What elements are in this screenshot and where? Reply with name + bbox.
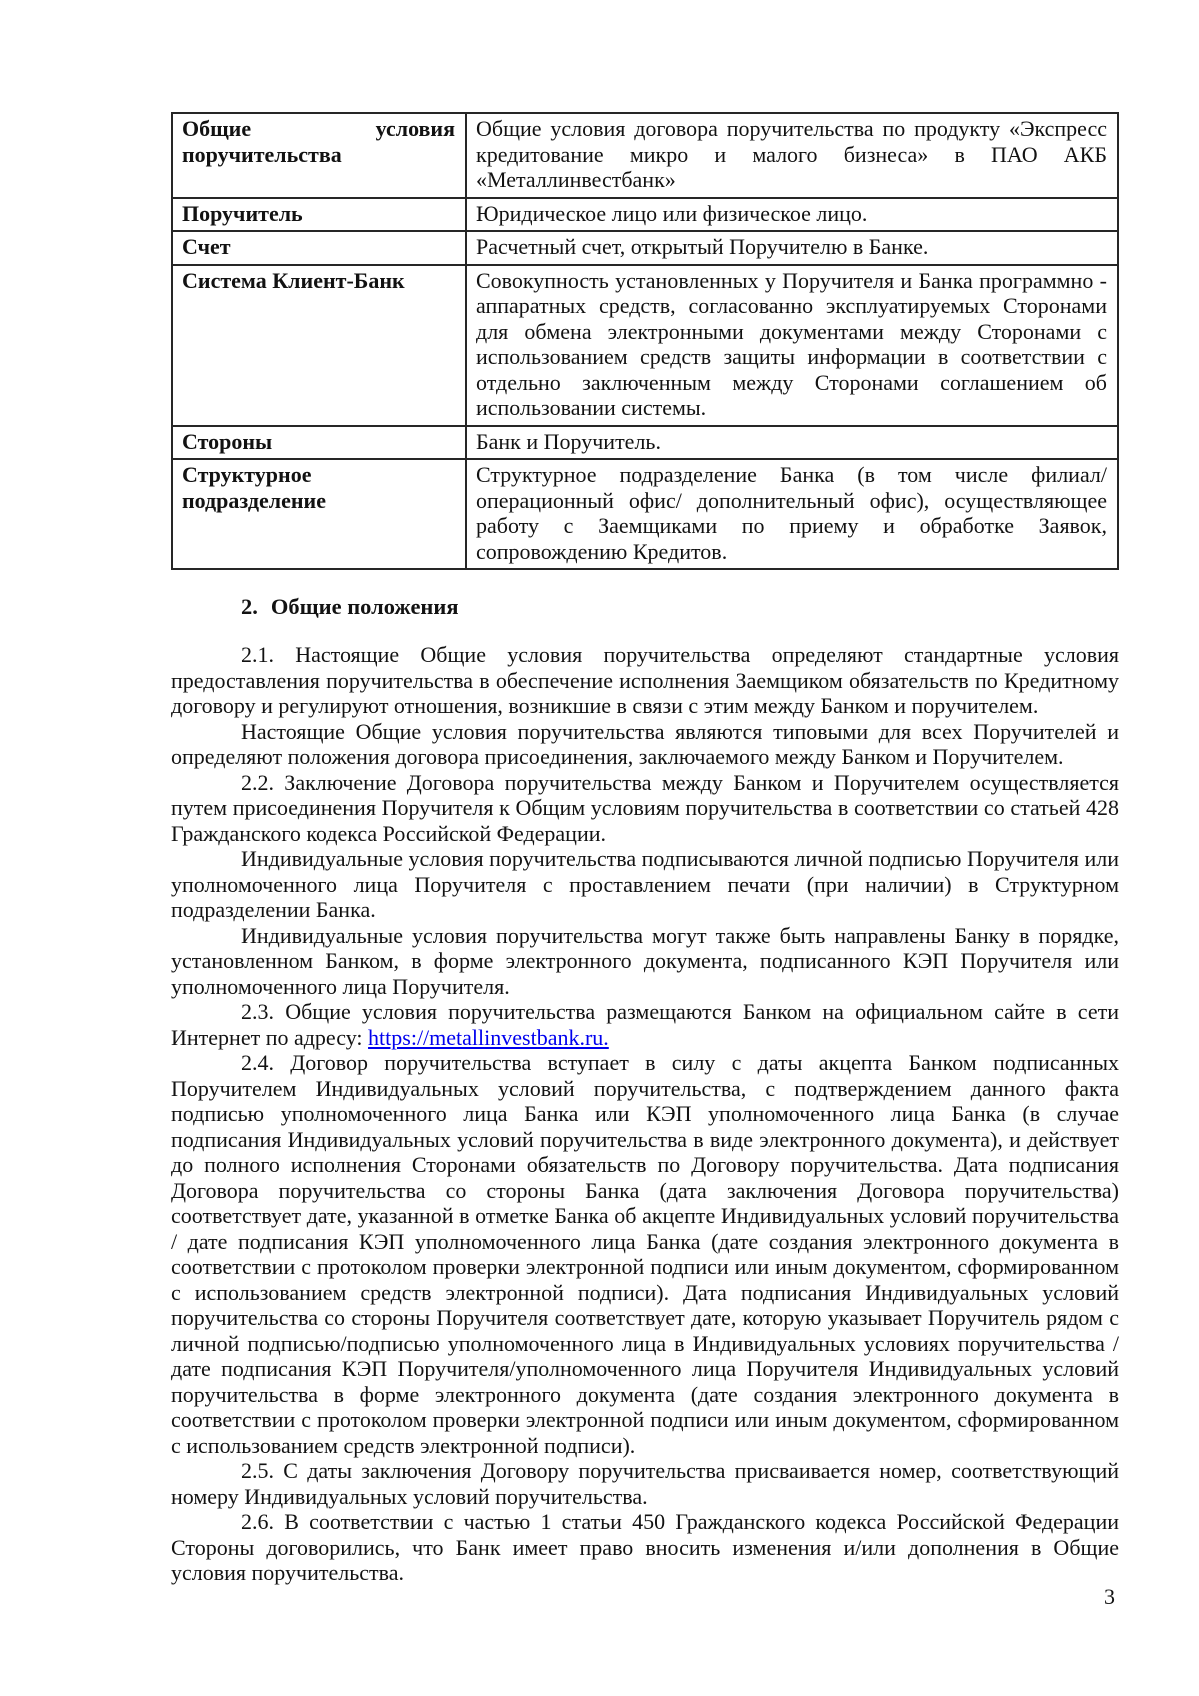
paragraph: Индивидуальные условия поручительства могут также быть направлены Банку в порядке, установленном Банком, в форме электронного документа, подписанного КЭП Поручителя или уполномоченного лица Поручителя. bbox=[171, 922, 1119, 999]
table-row bbox=[172, 198, 1118, 232]
paragraph-2-6: 2.6. В соответствии с частью 1 статьи 450 Гражданского кодекса Российской Федерации Стороны договорились, что Банк имеет право вносить изменения и/или дополнения в Общие условия поручительства. bbox=[171, 1509, 1119, 1585]
section-number: 2. bbox=[241, 594, 258, 619]
external-link[interactable]: https://metallinvestbank.ru. bbox=[368, 1024, 609, 1050]
term-cell: Поручитель bbox=[172, 198, 466, 232]
table-row bbox=[172, 459, 1118, 569]
paragraph-text: 2.3. Общие условия поручительства размещаются Банком на официальном сайте в сети Интернет по адресу: bbox=[171, 999, 1119, 1050]
section-heading bbox=[241, 594, 1119, 620]
paragraph-2-1: 2.1. Настоящие Общие условия поручительства определяют стандартные условия предоставления поручительства в обеспечение исполнения Заемщиком обязательств по Кредитному договору и регулируют отношения, возникшие в связи с этим между Банком и поручителем. bbox=[171, 642, 1119, 718]
definition-cell: Расчетный счет, открытый Поручителю в Банке. bbox=[466, 231, 1118, 265]
paragraph: Индивидуальные условия поручительства подписываются личной подписью Поручителя или уполномоченного лица Поручителя с проставлением печати (при наличии) в Структурном подразделении Банка. bbox=[171, 846, 1119, 922]
page-number: 3 bbox=[1104, 1584, 1115, 1609]
section-body bbox=[171, 642, 1119, 1586]
term-cell: Система Клиент-Банк bbox=[172, 265, 466, 426]
definition-cell: Общие условия договора поручительства по продукту «Экспресс кредитование микро и малого бизнеса» в ПАО АКБ «Металлинвестбанк» bbox=[466, 113, 1118, 198]
table-row bbox=[172, 231, 1118, 265]
table-row bbox=[172, 113, 1118, 198]
definitions-table bbox=[171, 112, 1119, 570]
definition-cell: Юридическое лицо или физическое лицо. bbox=[466, 198, 1118, 232]
term-cell: Стороны bbox=[172, 426, 466, 460]
definition-cell: Структурное подразделение Банка (в том числе филиал/операционный офис/ дополнительный офис), осуществляющее работу с Заемщиками по приему и обработке Заявок, сопровождению Кредитов. bbox=[466, 459, 1118, 569]
paragraph-2-3 bbox=[171, 999, 1119, 1050]
paragraph-2-4: 2.4. Договор поручительства вступает в силу с даты акцепта Банком подписанных Поручителем Индивидуальных условий поручительства, с подтверждением данного факта подписью уполномоченного лица Банка или КЭП уполномоченного лица Банка (в случае подписания Индивидуальных условий поручительства в виде электронного документа), и действует до полного исполнения Сторонами обязательств по Договору поручительства. Дата подписания Договора поручительства со стороны Банка (дата заключения Договора поручительства) соответствует дате, указанной в отметке Банка об акцепте Индивидуальных условий поручительства / дате подписания КЭП уполномоченного лица Банка (дате создания электронного документа в соответствии с протоколом проверки электронной подписи или иным документом, сформированном с использованием средств электронной подписи). Дата подписания Индивидуальных условий поручительства со стороны Поручителя соответствует дате, которую указывает Поручитель рядом с личной подписью/подписью уполномоченного лица в Индивидуальных условиях поручительства / дате подписания КЭП Поручителя/уполномоченного лица Поручителя Индивидуальных условий поручительства в форме электронного документа (дате создания электронного документа в соответствии с протоколом проверки электронной подписи или иным документом, сформированном с использованием средств электронной подписи). bbox=[171, 1050, 1119, 1458]
term-cell: Счет bbox=[172, 231, 466, 265]
document-content bbox=[171, 112, 1119, 1586]
table-row bbox=[172, 265, 1118, 426]
term-cell: Общие условия поручительства bbox=[172, 113, 466, 198]
paragraph-2-2: 2.2. Заключение Договора поручительства между Банком и Поручителем осуществляется путем присоединения Поручителя к Общим условиям поручительства в соответствии со статьей 428 Гражданского кодекса Российской Федерации. bbox=[171, 769, 1119, 846]
term-cell: Структурное подразделение bbox=[172, 459, 466, 569]
paragraph: Настоящие Общие условия поручительства являются типовыми для всех Поручителей и определяют положения договора присоединения, заключаемого между Банком и Поручителем. bbox=[171, 718, 1119, 769]
table-row bbox=[172, 426, 1118, 460]
definition-cell: Банк и Поручитель. bbox=[466, 426, 1118, 460]
paragraph-2-5: 2.5. С даты заключения Договору поручительства присваивается номер, соответствующий номеру Индивидуальных условий поручительства. bbox=[171, 1458, 1119, 1509]
section-title: Общие положения bbox=[270, 594, 459, 619]
definition-cell: Совокупность установленных у Поручителя и Банка программно - аппаратных средств, согласованно эксплуатируемых Сторонами для обмена электронными документами между Сторонами с использованием средств защиты информации в соответствии с отдельно заключенным между Сторонами соглашением об использовании системы. bbox=[466, 265, 1118, 426]
